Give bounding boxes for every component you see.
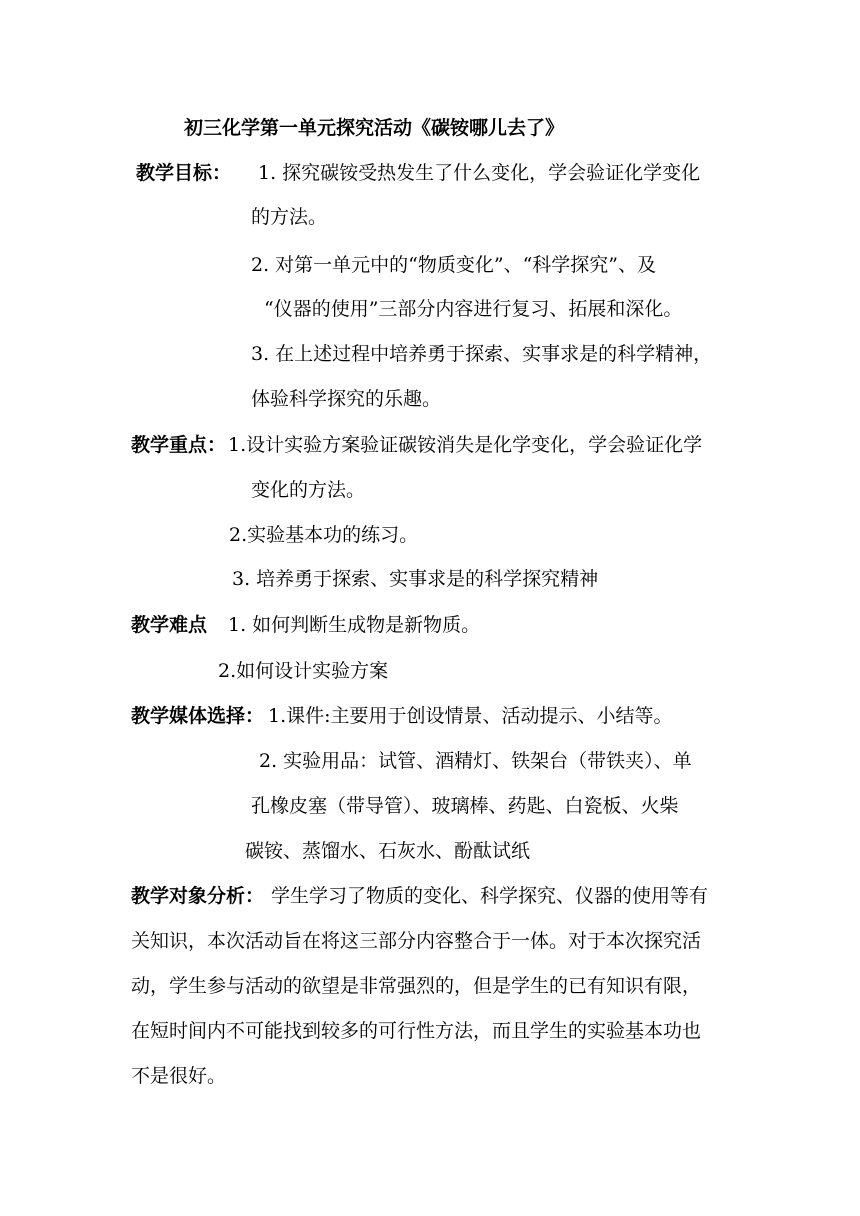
- page-title: 初三化学第一单元探究活动《碳铵哪儿去了》: [184, 117, 565, 139]
- key-points-line: 变化的方法。: [251, 479, 366, 501]
- media-line: 2. 实验用品：试管、酒精灯、铁架台（带铁夹）、单: [259, 750, 692, 772]
- difficulties-line: 2.如何设计实验方案: [218, 660, 389, 682]
- media-line: 碳铵、蒸馏水、石灰水、酚酞试纸: [245, 840, 531, 862]
- key-points-line: 2.实验基本功的练习。: [229, 524, 419, 546]
- difficulties-label: 教学难点: [131, 614, 208, 636]
- key-points-line: 1.设计实验方案验证碳铵消失是化学变化，学会验证化学: [228, 434, 703, 456]
- analysis-line: 学生学习了物质的变化、科学探究、仪器的使用等有: [271, 885, 709, 907]
- objectives-line: 的方法。: [251, 206, 328, 228]
- analysis-line: 动，学生参与活动的欲望是非常强烈的，但是学生的已有知识有限，: [131, 975, 702, 997]
- analysis-line: 关知识，本次活动旨在将这三部分内容整合于一体。对于本次探究活: [131, 930, 702, 952]
- objectives-line: 体验科学探究的乐趣。: [251, 388, 442, 410]
- difficulties-line: 1. 如何判断生成物是新物质。: [228, 614, 481, 636]
- media-label: 教学媒体选择：: [131, 705, 265, 727]
- objectives-line: 1. 探究碳铵受热发生了什么变化，学会验证化学变化: [258, 162, 701, 184]
- objectives-line: “仪器的使用”三部分内容进行复习、拓展和深化。: [264, 298, 683, 320]
- key-points-label: 教学重点：: [131, 434, 227, 456]
- objectives-line: 2. 对第一单元中的“物质变化”、“科学探究”、及: [251, 254, 657, 276]
- objectives-label: 教学目标：: [136, 162, 232, 184]
- media-line: 1.课件:主要用于创设情景、活动提示、小结等。: [268, 705, 673, 727]
- objectives-line: 3. 在上述过程中培养勇于探索、实事求是的科学精神，: [251, 343, 713, 365]
- analysis-line: 在短时间内不可能找到较多的可行性方法，而且学生的实验基本功也: [131, 1020, 702, 1042]
- analysis-line: 不是很好。: [131, 1065, 227, 1087]
- key-points-line: 3. 培养勇于探索、实事求是的科学探究精神: [232, 568, 599, 590]
- media-line: 孔橡皮塞（带导管）、玻璃棒、药匙、白瓷板、火柴: [251, 795, 679, 817]
- analysis-label: 教学对象分析：: [131, 885, 265, 907]
